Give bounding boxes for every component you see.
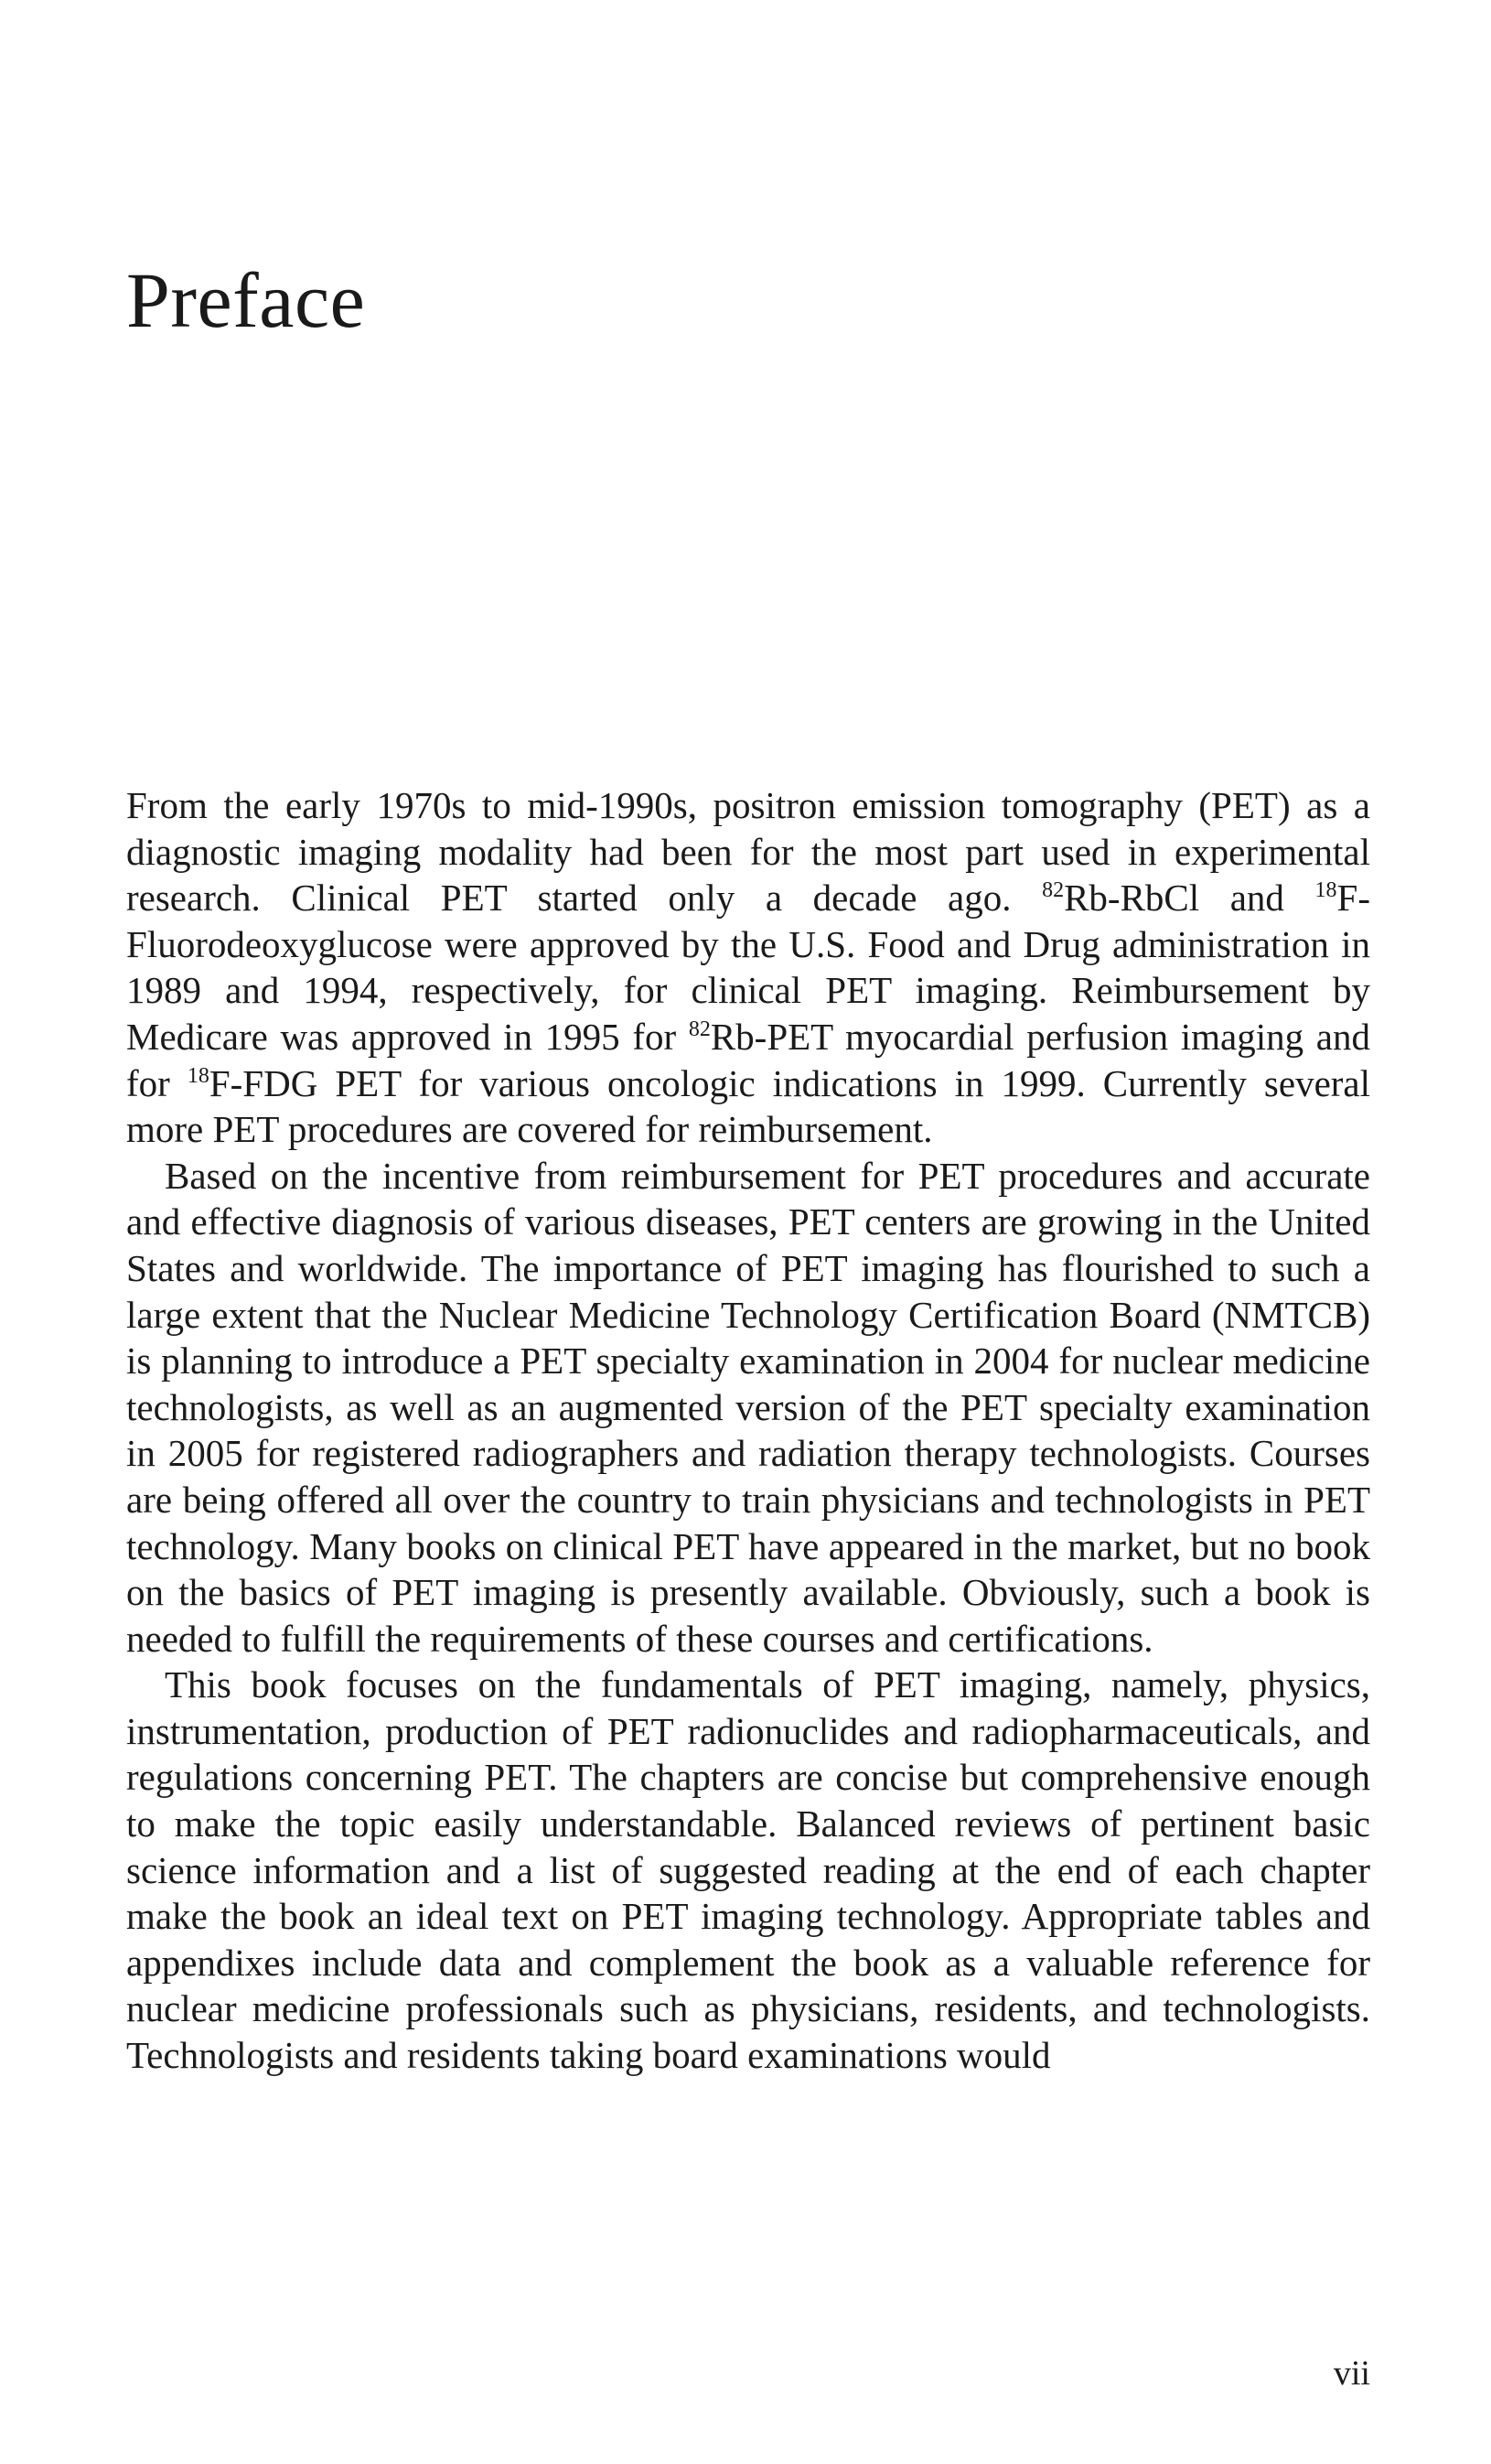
isotope-superscript: 18 [187, 1063, 209, 1088]
page-number: vii [1333, 2354, 1370, 2393]
text-run: From the early 1970s to mid-1990s, positron emission tomography (PET) as a diagnostic imaging modality had been for the most part used in experimental research. Clinical PET started only a decade ago. [126, 784, 1370, 920]
paragraph [126, 782, 1370, 1153]
isotope-superscript: 18 [1314, 878, 1337, 903]
isotope-superscript: 82 [688, 1017, 711, 1041]
page-title: Preface [126, 256, 366, 344]
isotope-superscript: 82 [1042, 878, 1065, 903]
paragraph [126, 1153, 1370, 1662]
preface-body [126, 782, 1370, 2079]
text-run: Based on the incentive from reimbursement for PET procedures and accurate and effective diagnosis of various diseases, PET centers are growing in the United States and worldwide. The importance of PET imaging has flourished to such a large extent that the Nuclear Medicine Technology Certification Board (NMTCB) is planning to introduce a PET specialty examination in 2004 for nuclear medicine technologists, as well as an augmented version of the PET specialty examination in 2005 for registered radiographers and radiation therapy technologists. Courses are being offered all over the country to train physicians and technologists in PET technology. Many books on clinical PET have appeared in the market, but no book on the basics of PET imaging is presently available. Obviously, such a book is needed to fulfill the requirements of these courses and certifications. [126, 1154, 1370, 1660]
paragraph [126, 1662, 1370, 2078]
text-run: Rb-PET myocardial perfusion imaging and for [126, 1015, 1370, 1104]
text-run: F-Fluorodeoxyglucose were approved by the U.S. Food and Drug administration in 1989 and 1994, respectively, for clinical PET imaging. Reimbursement by Medicare was approved in 1995 for [126, 877, 1370, 1058]
text-run: This book focuses on the fundamentals of PET imaging, namely, physics, instrumentation, production of PET radionuclides and radiopharmaceuticals, and regulations concerning PET. The chapters are concise but comprehensive enough to make the topic easily understandable. Balanced reviews of pertinent basic science information and a list of suggested reading at the end of each chapter make the book an ideal text on PET imaging technology. Appropriate tables and appendixes include data and complement the book as a valuable reference for nuclear medicine professionals such as physicians, residents, and technologists. Technologists and residents taking board examinations would [126, 1663, 1370, 2077]
text-run: Rb-RbCl and [1064, 877, 1315, 920]
text-run: F-FDG PET for various oncologic indications in 1999. Currently several more PET procedures are covered for reimbursement. [126, 1061, 1371, 1151]
